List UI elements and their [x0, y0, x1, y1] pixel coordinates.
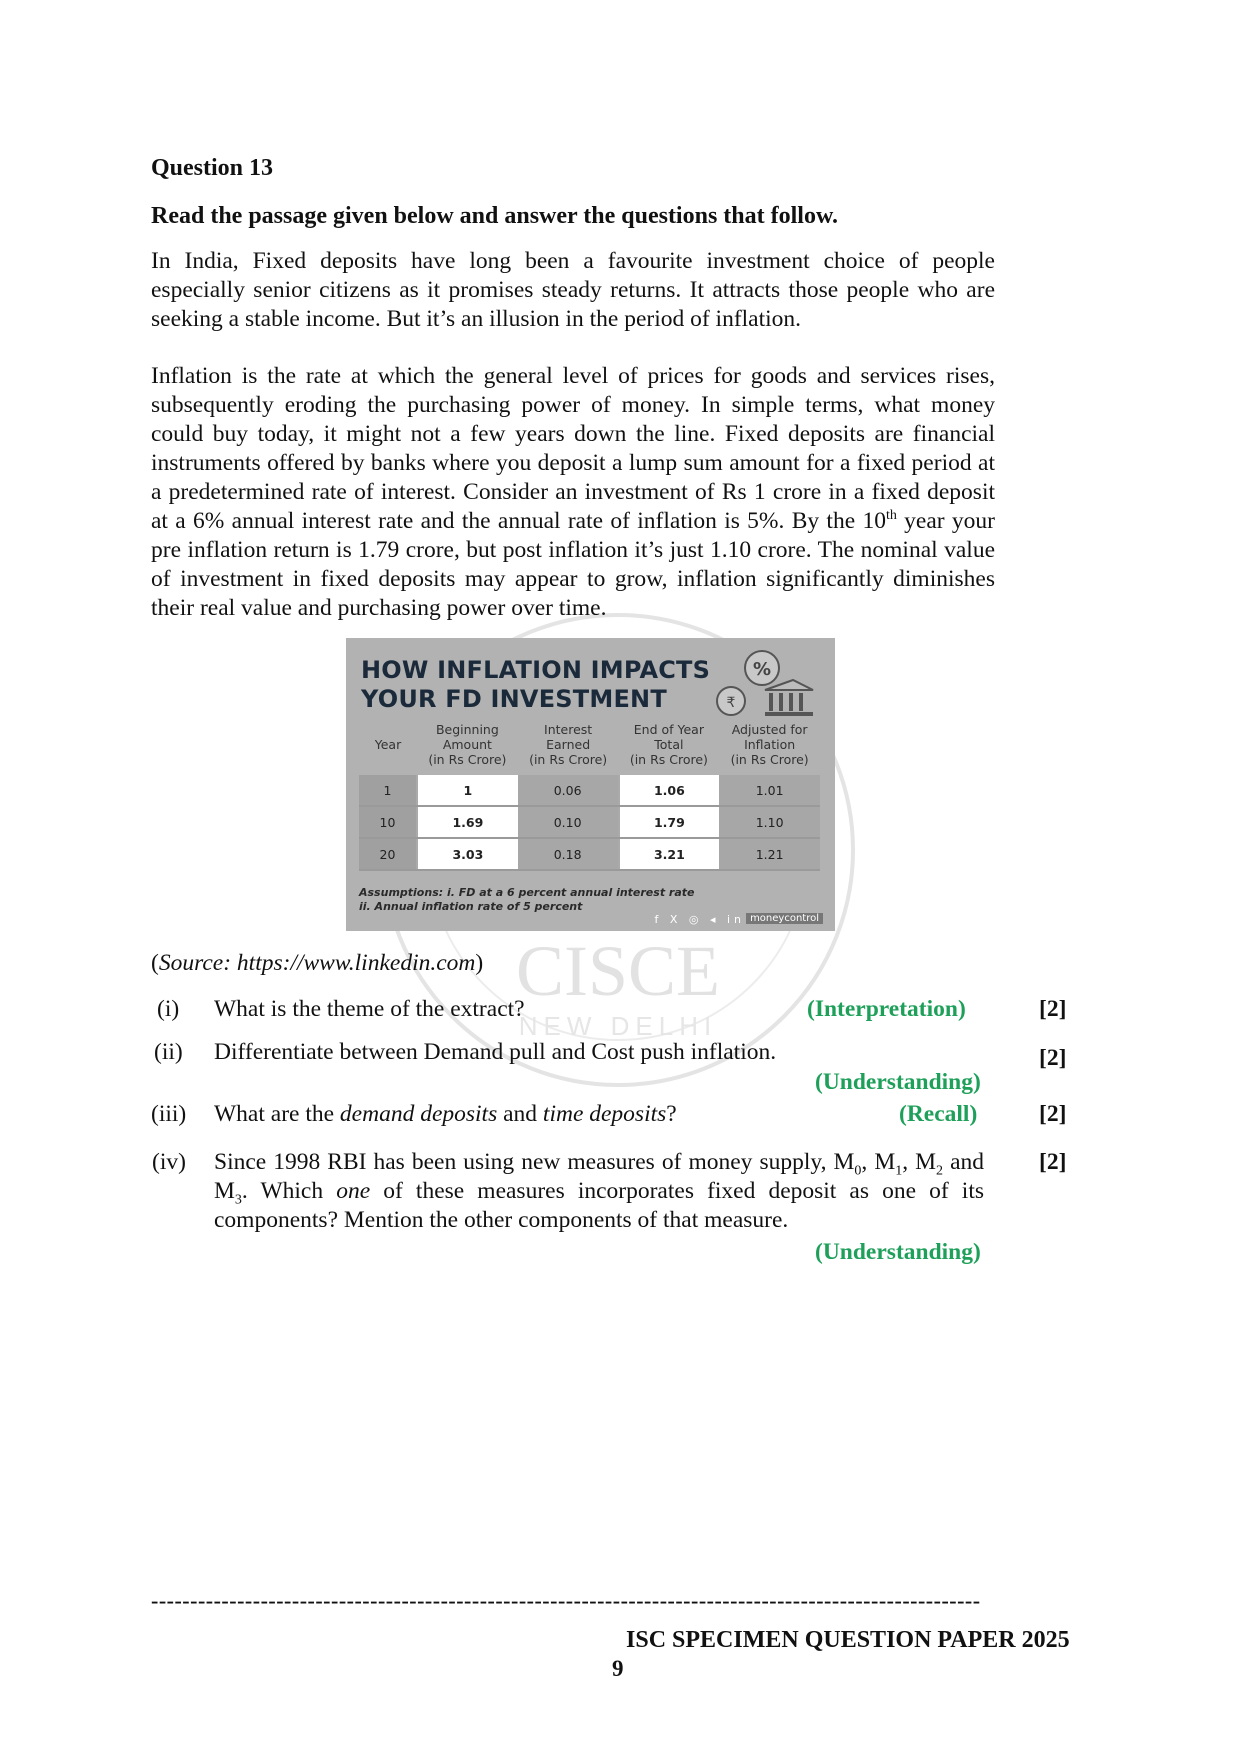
infographic-assumptions [359, 886, 694, 914]
table-row [359, 806, 820, 838]
category-label: (Understanding) [815, 1239, 981, 1265]
subquestion-i [151, 995, 1071, 1025]
table-cell: 1.69 [417, 806, 518, 838]
subquestion-number: (ii) [154, 1039, 183, 1065]
subquestion-text: Differentiate between Demand pull and Cost push inflation. [214, 1039, 777, 1065]
subquestion-number: (i) [157, 996, 180, 1022]
para2-superscript: th [885, 508, 897, 524]
subquestion-ii [151, 1038, 1071, 1098]
category-label: (Interpretation) [807, 996, 966, 1022]
table-cell: 3.03 [417, 838, 518, 870]
table-row [359, 775, 820, 806]
infographic-title [361, 656, 710, 714]
table-cell: 1 [359, 775, 417, 806]
table-cell: 1.21 [719, 838, 820, 870]
social-icons: f X ◎ ◂ in [654, 913, 745, 926]
moneycontrol-logo: moneycontrol [746, 913, 823, 924]
svg-text:%: % [752, 659, 772, 680]
watermark-sub-text: NEW DELHI [518, 1011, 718, 1041]
table-cell: 20 [359, 838, 417, 870]
infographic-title-line-2: YOUR FD INVESTMENT [361, 685, 667, 713]
question-instruction: Read the passage given below and answer the questions that follow. [151, 203, 838, 229]
watermark-main-text: CISCE [515, 931, 721, 1011]
svg-text:₹: ₹ [726, 695, 736, 711]
para2-part-a: Inflation is the rate at which the general level of prices for goods and services rises, subsequently eroding the purchasing power of money. In simple terms, what money could buy today, it might not a few years down the line. Fixed deposits are financial instruments offered by banks where you deposit a lump sum amount for a fixed period at a predetermined rate of interest. Consider an investment of Rs 1 crore in a fixed deposit at a 6% annual interest rate and the annual rate of inflation is 5%. By the 10 [151, 363, 995, 534]
assumption-line-2: ii. Annual inflation rate of 5 percent [359, 900, 583, 913]
footer-title: ISC SPECIMEN QUESTION PAPER 2025 [626, 1627, 1070, 1653]
passage-paragraph-2 [151, 362, 995, 623]
source-citation: (Source: https://www.linkedin.com) [151, 950, 484, 976]
question-title: Question 13 [151, 155, 274, 181]
column-header-beginning-amount: Beginning Amount (in Rs Crore) [428, 722, 507, 767]
table-cell: 10 [359, 806, 417, 838]
column-header-end-total: End of Year Total (in Rs Crore) [629, 722, 708, 767]
subquestion-text: Since 1998 RBI has been using new measures of money supply, $M_0$, $M_1$, $M_2$ and $M_3$. Which one of these measures incorporates fixed deposit as one of its components? Mention the other components of that measure. [214, 1149, 985, 1233]
column-header-adjusted-inflation: Adjusted for Inflation (in Rs Crore) [730, 722, 809, 767]
bank-percent-icon [707, 646, 817, 726]
time-deposits-term: time deposits [542, 1101, 667, 1127]
table-row [359, 838, 820, 870]
table-cell: 1 [417, 775, 518, 806]
passage-paragraph-2-text [151, 362, 995, 623]
table-cell: 1.79 [619, 806, 720, 838]
passage-paragraph-1-text: In India, Fixed deposits have long been a favourite investment choice of people especially senior citizens as it promises steady returns. It attracts those people who are seeking a stable income. But it’s an illusion in the period of inflation. [151, 248, 995, 332]
subquestion-iv [151, 1148, 1071, 1268]
infographic-table [359, 718, 820, 871]
table-cell: 1.01 [719, 775, 820, 806]
marks-label: [2] [1039, 996, 1067, 1022]
table-cell: 3.21 [619, 838, 720, 870]
fd-inflation-infographic [346, 638, 835, 931]
subquestion-iii [151, 1100, 1071, 1130]
infographic-title-line-1: HOW INFLATION IMPACTS [361, 656, 711, 684]
footer-divider: ---------------------------------------------------------------------------------------------------------- [151, 1588, 981, 1613]
subquestion-text: What is the theme of the extract? [214, 996, 525, 1022]
column-header-year: Year [374, 737, 402, 752]
demand-deposits-term: demand deposits [339, 1101, 498, 1127]
subquestion-text: What are the demand deposits and time deposits? [214, 1101, 677, 1127]
emphasis-one: one [336, 1178, 371, 1204]
table-cell: 0.18 [518, 838, 619, 870]
table-cell: 1.10 [719, 806, 820, 838]
assumption-line-1: Assumptions: i. FD at a 6 percent annual interest rate [359, 886, 695, 899]
column-header-interest-earned: Interest Earned (in Rs Crore) [529, 722, 608, 767]
page-number: 9 [612, 1656, 624, 1681]
marks-label: [2] [1039, 1149, 1067, 1175]
category-label: (Recall) [899, 1101, 978, 1127]
source-link-text: Source: https://www.linkedin.com [158, 950, 476, 976]
table-cell: 0.06 [518, 775, 619, 806]
marks-label: [2] [1039, 1101, 1067, 1127]
table-cell: 0.10 [518, 806, 619, 838]
para2-part-b: year your pre inflation return is 1.79 crore, but post inflation it’s just 1.10 crore. The nominal value of investment in fixed deposits may appear to grow, inflation significantly diminishes their real value and purchasing power over time. [151, 508, 995, 621]
passage-paragraph-1 [151, 247, 995, 334]
infographic-table-header-row [359, 718, 820, 775]
marks-label: [2] [1039, 1045, 1067, 1071]
category-label: (Understanding) [815, 1069, 981, 1095]
subquestion-number: (iii) [151, 1101, 187, 1127]
table-cell: 1.06 [619, 775, 720, 806]
subquestion-number: (iv) [152, 1149, 186, 1175]
